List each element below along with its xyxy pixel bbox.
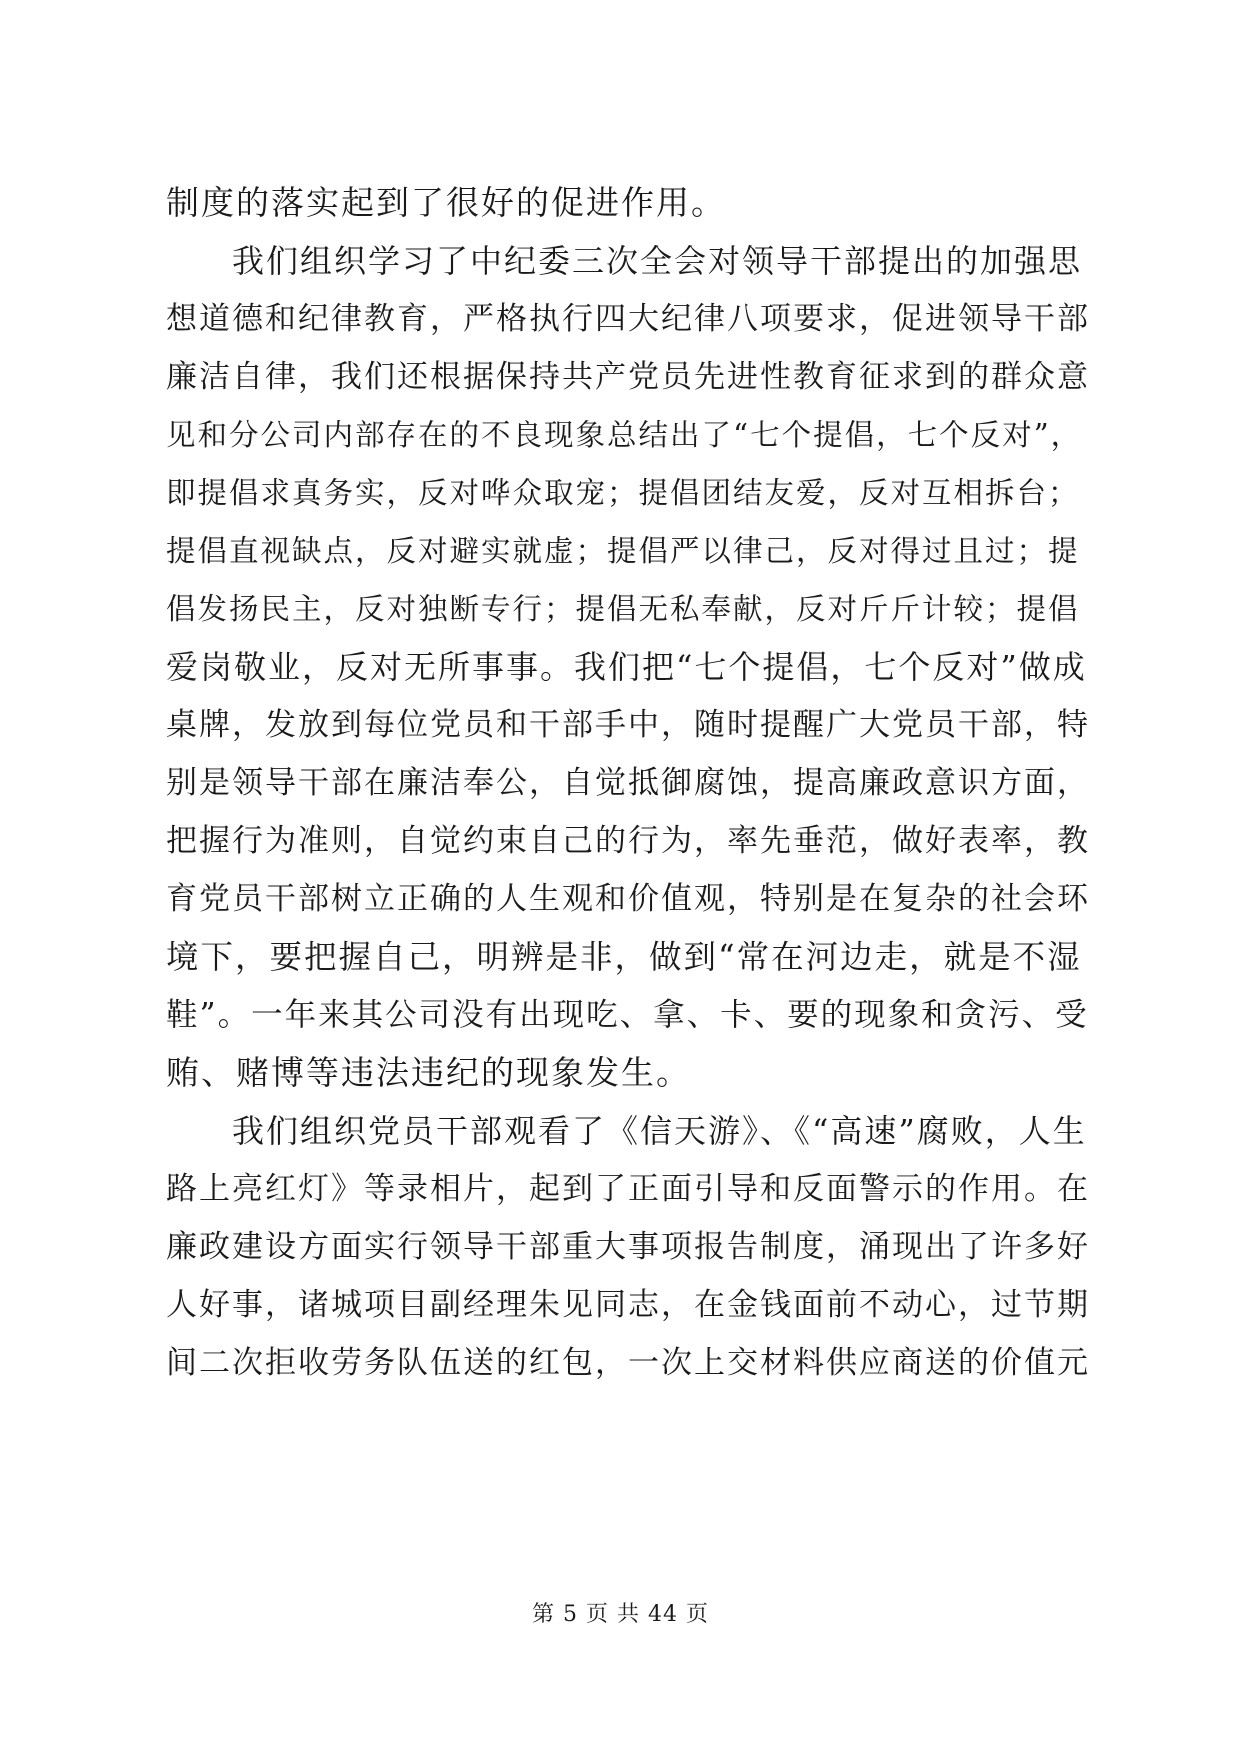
- text-line: 廉政建设方面实行领导干部重大事项报告制度，涌现出了许多好: [166, 1229, 1090, 1265]
- text-line: 别是领导干部在廉洁奉公，自觉抵御腐蚀，提高廉政意识方面，: [166, 765, 1090, 801]
- text-line: 鞋”。一年来其公司没有出现吃、拿、卡、要的现象和贪污、受: [166, 997, 1089, 1033]
- text-line: 即提倡求真务实，反对哗众取宠；提倡团结友爱，反对互相拆台；: [166, 476, 1080, 510]
- text-line: 见和分公司内部存在的不良现象总结出了“七个提倡，七个反对”，: [166, 418, 1083, 452]
- page-footer: [0, 1600, 1241, 1630]
- text-line: 制度的落实起到了很好的促进作用。: [166, 183, 726, 222]
- text-line: 境下，要把握自己，明辨是非，做到“常在河边走，就是不湿: [166, 938, 1082, 976]
- text-line: 廉洁自律，我们还根据保持共产党员先进性教育征求到的群众意: [166, 359, 1090, 395]
- text-line: 爱岗敬业，反对无所事事。我们把“七个提倡，七个反对”做成: [166, 648, 1087, 686]
- paragraph-first-line: 我们组织学习了中纪委三次全会对领导干部提出的加强思: [232, 242, 1083, 280]
- text-line: 倡发扬民主，反对独断专行；提倡无私奉献，反对斤斤计较；提倡: [166, 592, 1080, 626]
- text-line: 育党员干部树立正确的人生观和价值观，特别是在复杂的社会环: [166, 881, 1090, 917]
- text-line: 人好事，诸城项目副经理朱见同志，在金钱面前不动心，过节期: [166, 1287, 1090, 1323]
- text-line: 路上亮红灯》等录相片，起到了正面引导和反面警示的作用。在: [166, 1171, 1090, 1207]
- page-number: 第 5 页 共 44 页: [532, 1602, 709, 1627]
- text-line: 想道德和纪律教育，严格执行四大纪律八项要求，促进领导干部: [166, 301, 1090, 337]
- text-line: 间二次拒收劳务队伍送的红包，一次上交材料供应商送的价值元: [166, 1345, 1090, 1381]
- text-line: 把握行为准则，自觉约束自己的行为，率先垂范，做好表率，教: [166, 823, 1090, 859]
- text-line: 提倡直视缺点，反对避实就虚；提倡严以律己，反对得过且过；提: [166, 534, 1080, 568]
- paragraph-first-line: 我们组织党员干部观看了《信天游》、《“高速”腐败，人生: [232, 1112, 1087, 1150]
- text-line: 贿、赌博等违法违纪的现象发生。: [166, 1053, 691, 1092]
- text-line: 桌牌，发放到每位党员和干部手中，随时提醒广大党员干部，特: [166, 707, 1090, 743]
